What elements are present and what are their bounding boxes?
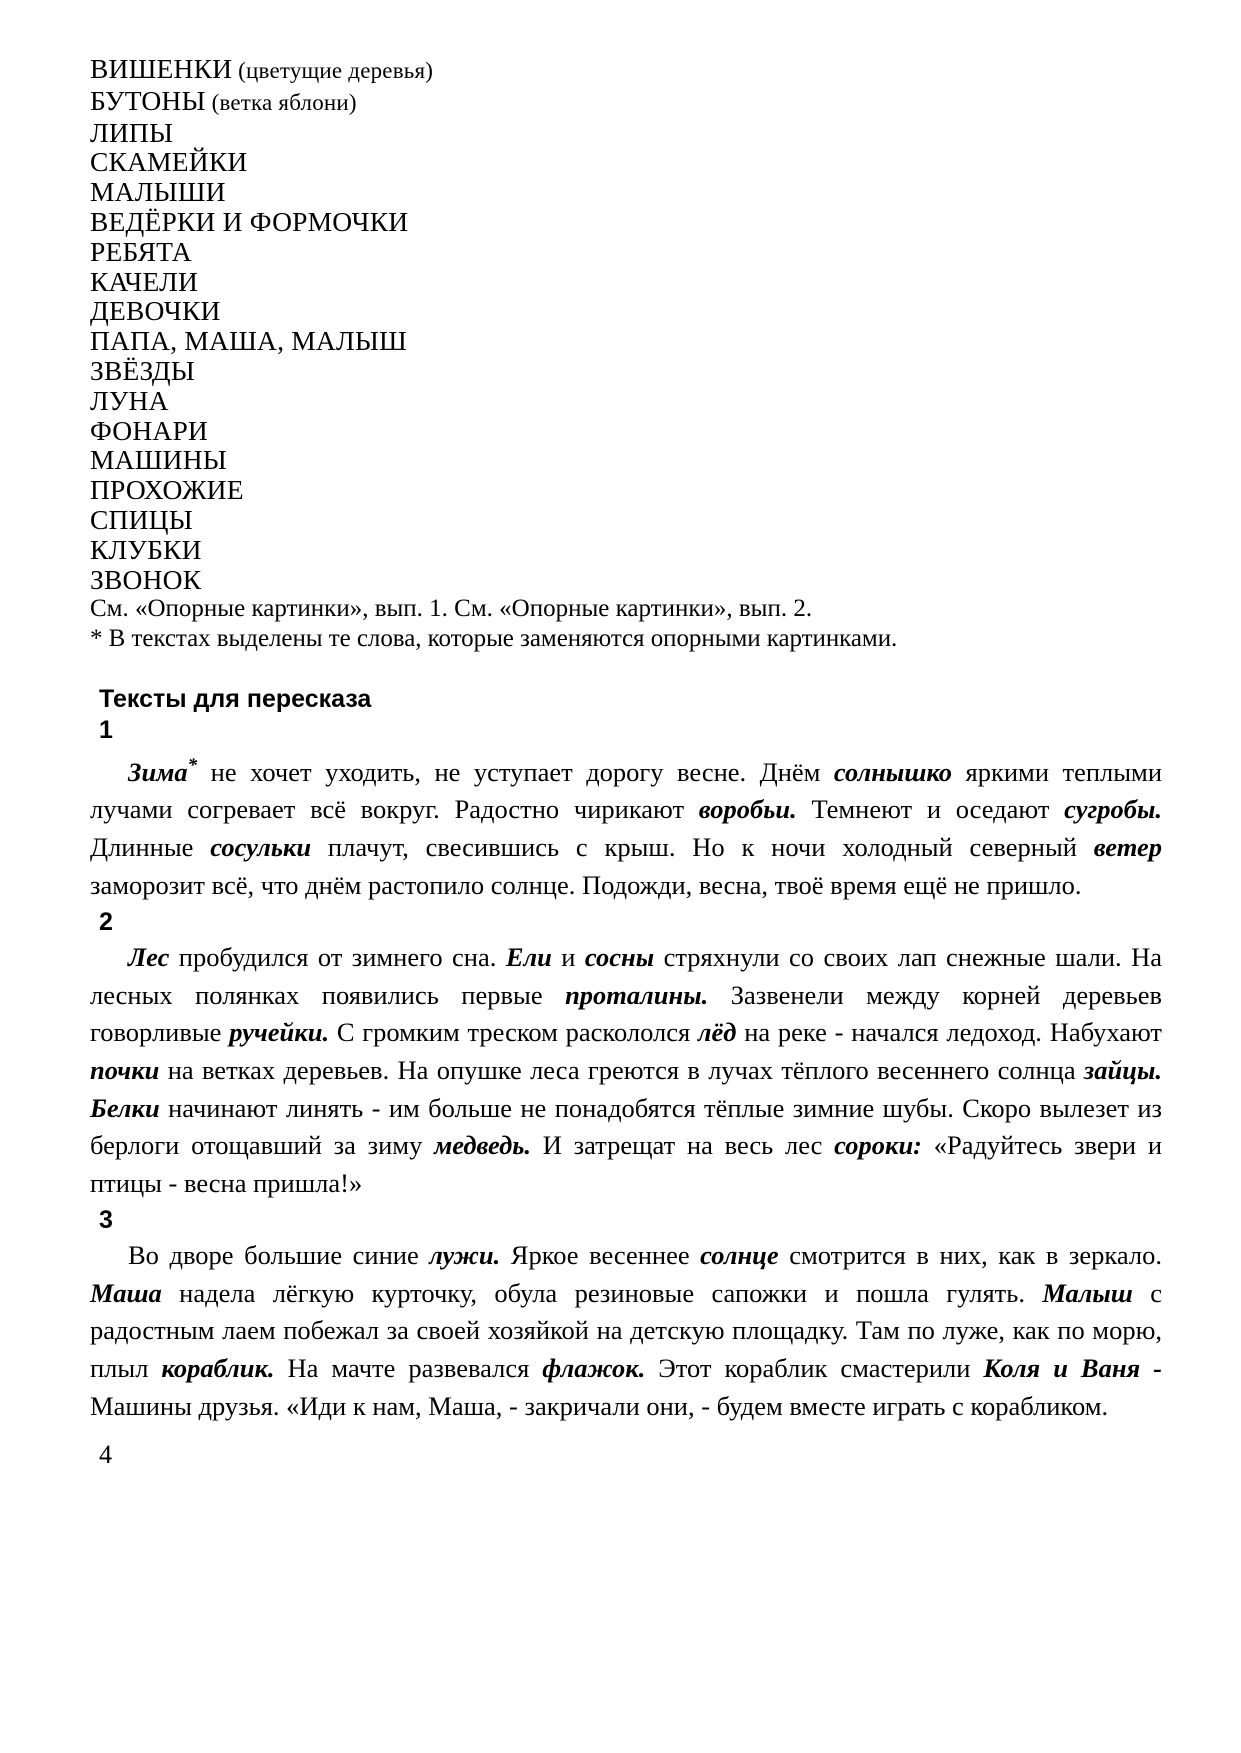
keyword-list-item xyxy=(90,416,1162,446)
emphasized-word: сороки: xyxy=(834,1130,923,1161)
emphasized-word: Маша xyxy=(90,1277,162,1308)
emphasized-word: солнышко xyxy=(833,756,953,787)
emphasized-word: сосульки xyxy=(210,831,312,862)
paragraph-text: Яркое весеннее xyxy=(500,1240,701,1271)
text-number: 2 xyxy=(99,908,113,937)
emphasized-word: лужи. xyxy=(429,1240,501,1271)
paragraph-text: и xyxy=(551,942,585,973)
keyword-parenthetical: (ветка яблони) xyxy=(205,89,357,115)
emphasized-word: лёд xyxy=(697,1017,737,1048)
emphasized-word: флажок. xyxy=(542,1353,646,1384)
keyword-list-item xyxy=(90,207,1162,237)
keyword-word: ПАПА, МАША, МАЛЫШ xyxy=(90,325,407,357)
keyword-list-item xyxy=(90,356,1162,386)
paragraph-text: И затрещат на весь лес xyxy=(530,1130,835,1161)
paragraph-text: Во дворе большие синие xyxy=(128,1240,430,1271)
emphasized-word: ручейки. xyxy=(229,1017,330,1048)
keyword-word: ЗВЁЗДЫ xyxy=(90,354,195,386)
keyword-list-item xyxy=(90,86,1162,118)
emphasized-word: сосны xyxy=(584,942,655,973)
retelling-paragraph xyxy=(90,939,1162,1202)
paragraph-text: С громким треском раскололся xyxy=(329,1017,698,1048)
paragraph-text: с радостным лаем побежал за своей хозяйкой на детскую площадку. Там по луже, как по морю, плыл xyxy=(90,1277,1162,1384)
keyword-word: БУТОНЫ xyxy=(90,84,206,116)
paragraph-text: на ветках деревьев. На опушке леса греются в лучах тёплого весеннего солнца xyxy=(159,1054,1084,1085)
keyword-word: СПИЦЫ xyxy=(90,503,193,535)
keyword-list-item xyxy=(90,386,1162,416)
paragraph-text: смотрится в них, как в зеркало. xyxy=(778,1240,1162,1271)
keyword-word: ЛУНА xyxy=(90,384,169,416)
emphasized-word: ветер xyxy=(1093,831,1162,862)
emphasized-word: Ели xyxy=(505,942,552,973)
paragraph-text: надела лёгкую курточку, обула резиновые сапожки и пошла гулять. xyxy=(161,1277,1043,1308)
emphasized-word: почки xyxy=(90,1054,160,1085)
paragraph-text: плачут, свесившись с крыш. Но к ночи холодный северный xyxy=(311,831,1094,862)
reference-see-line: См. «Опорные картинки», вып. 1. См. «Опорные картинки», вып. 2. xyxy=(90,595,813,623)
keyword-list-item xyxy=(90,475,1162,505)
emphasized-word: солнце xyxy=(700,1240,779,1271)
paragraph-text: «Радуйтесь звери и птицы - весна пришла!» xyxy=(90,1130,1162,1198)
texts-container xyxy=(90,714,1162,1425)
keyword-list-item xyxy=(90,237,1162,267)
keyword-word: ВЕДЁРКИ И ФОРМОЧКИ xyxy=(90,205,409,237)
emphasized-word: Белки xyxy=(90,1092,160,1123)
keyword-list-item xyxy=(90,565,1162,595)
paragraph-text: Темнеют и оседают xyxy=(796,794,1065,825)
keyword-list-item xyxy=(90,326,1162,356)
keyword-word: ПРОХОЖИЕ xyxy=(90,474,244,506)
paragraph-text: заморозит всё, что днём растопило солнце. Подожди, весна, твоё время ещё не пришло. xyxy=(90,869,1082,900)
page-content xyxy=(90,54,1162,1471)
emphasized-word: кораблик. xyxy=(161,1353,275,1384)
text-number: 1 xyxy=(99,715,113,744)
paragraph-text: стряхнули со своих лап снежные шали. На лесных полянках появились первые xyxy=(90,942,1162,1010)
keyword-list-item xyxy=(90,535,1162,565)
page-number: 4 xyxy=(99,1440,112,1470)
paragraph-text: На мачте развевался xyxy=(274,1353,543,1384)
keyword-list-item xyxy=(90,54,1162,86)
paragraph-text: не хочет уходить, не уступает дорогу весне. Днём xyxy=(197,756,834,787)
keyword-list-item xyxy=(90,118,1162,148)
emphasized-word: Малыш xyxy=(1042,1277,1133,1308)
keyword-list-item xyxy=(90,505,1162,535)
emphasized-word: проталины. xyxy=(565,979,709,1010)
keyword-word: ВИШЕНКИ xyxy=(90,53,233,84)
keyword-list-item xyxy=(90,445,1162,475)
emphasized-word: Коля и Ваня - xyxy=(983,1353,1163,1384)
emphasized-word: сугробы. xyxy=(1064,794,1163,825)
keyword-word: ЗВОНОК xyxy=(90,563,202,595)
keyword-list xyxy=(90,54,1162,594)
keyword-parenthetical: (цветущие деревья) xyxy=(232,58,434,83)
emphasized-word: Лес xyxy=(128,942,170,973)
keyword-word: ДЕВОЧКИ xyxy=(90,295,221,327)
paragraph-text: яркими теплыми лучами согревает всё вокруг. Радостно чирикают xyxy=(90,756,1162,825)
footnote-marker: * xyxy=(187,754,198,776)
paragraph-text: Машины друзья. «Иди к нам, Маша, - закричали они, - будем вместе играть с корабликом. xyxy=(90,1390,1109,1421)
keyword-word: КЛУБКИ xyxy=(90,533,202,565)
keyword-list-item xyxy=(90,147,1162,177)
keyword-word: РЕБЯТА xyxy=(90,235,192,267)
keyword-list-item xyxy=(90,296,1162,326)
retelling-paragraph xyxy=(90,1237,1162,1425)
paragraph-text: Длинные xyxy=(90,831,211,862)
emphasized-word: Зима xyxy=(128,756,188,787)
section-heading: Тексты для пересказа xyxy=(99,684,372,713)
paragraph-text: начинают линять - им больше не понадобятся тёплые зимние шубы. Скоро вылезет из берлоги отощавший за зиму xyxy=(90,1092,1162,1161)
emphasized-word: зайцы. xyxy=(1083,1054,1162,1085)
emphasized-word: воробьи. xyxy=(698,794,797,825)
keyword-word: МАШИНЫ xyxy=(90,444,227,476)
keyword-word: ФОНАРИ xyxy=(90,414,208,446)
keyword-word: МАЛЫШИ xyxy=(90,176,226,208)
paragraph-text: Зазвенели между корней деревьев говорливые xyxy=(90,979,1162,1048)
keyword-word: СКАМЕЙКИ xyxy=(90,146,248,178)
keyword-list-item xyxy=(90,267,1162,297)
text-number: 3 xyxy=(99,1206,113,1235)
keyword-list-item xyxy=(90,177,1162,207)
retelling-paragraph xyxy=(90,747,1162,904)
paragraph-text: Этот кораблик смастерили xyxy=(645,1353,984,1384)
emphasized-word: медведь. xyxy=(434,1130,531,1161)
reference-footnote: * В текстах выделены те слова, которые заменяются опорными картинками. xyxy=(90,625,898,653)
keyword-word: КАЧЕЛИ xyxy=(90,265,199,297)
keyword-word: ЛИПЫ xyxy=(90,116,174,148)
paragraph-text: пробудился от зимнего сна. xyxy=(169,942,506,973)
paragraph-text: на реке - начался ледоход. Набухают xyxy=(736,1017,1163,1048)
